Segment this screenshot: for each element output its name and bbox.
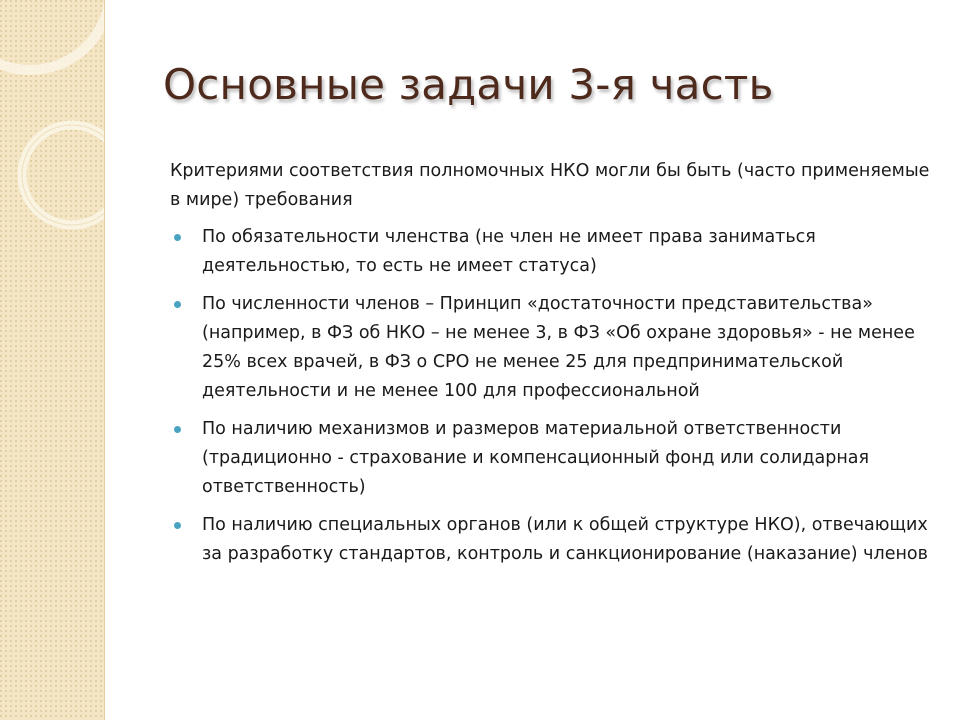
slide-content <box>170 157 930 578</box>
bullet-icon <box>174 522 181 529</box>
list-item-text: По обязательности членства (не член не имеет права заниматься деятельностью, то есть не имеет статуса) <box>202 227 816 276</box>
list-item <box>170 223 930 281</box>
bullet-icon <box>174 426 181 433</box>
list-item-text: По численности членов – Принцип «достаточности представительства» (например, в ФЗ об НКО – не менее 3, в ФЗ «Об охране здоровья» - не менее 25% всех врачей, в ФЗ о СРО не менее 25 для предпринимательской деятельности и не менее 100 для профессиональной <box>202 294 915 401</box>
list-item-text: По наличию специальных органов (или к общей структуре НКО), отвечающих за разработку стандартов, контроль и санкционирование (наказание) членов <box>202 515 928 564</box>
slide-title: Основные задачи 3-я часть <box>163 60 774 109</box>
decorative-side-panel <box>0 0 105 720</box>
list-item-text: По наличию механизмов и размеров материальной ответственности (традиционно - страхование и компенсационный фонд или солидарная ответственность) <box>202 419 870 497</box>
intro-paragraph: Критериями соответствия полномочных НКО могли бы быть (часто применяемые в мире) требования <box>170 161 930 210</box>
bullet-icon <box>174 301 181 308</box>
list-item <box>170 511 930 569</box>
list-item <box>170 290 930 406</box>
decorative-rings-icon <box>0 0 104 720</box>
list-item <box>170 415 930 502</box>
bullet-icon <box>174 234 181 241</box>
criteria-list <box>170 223 930 569</box>
